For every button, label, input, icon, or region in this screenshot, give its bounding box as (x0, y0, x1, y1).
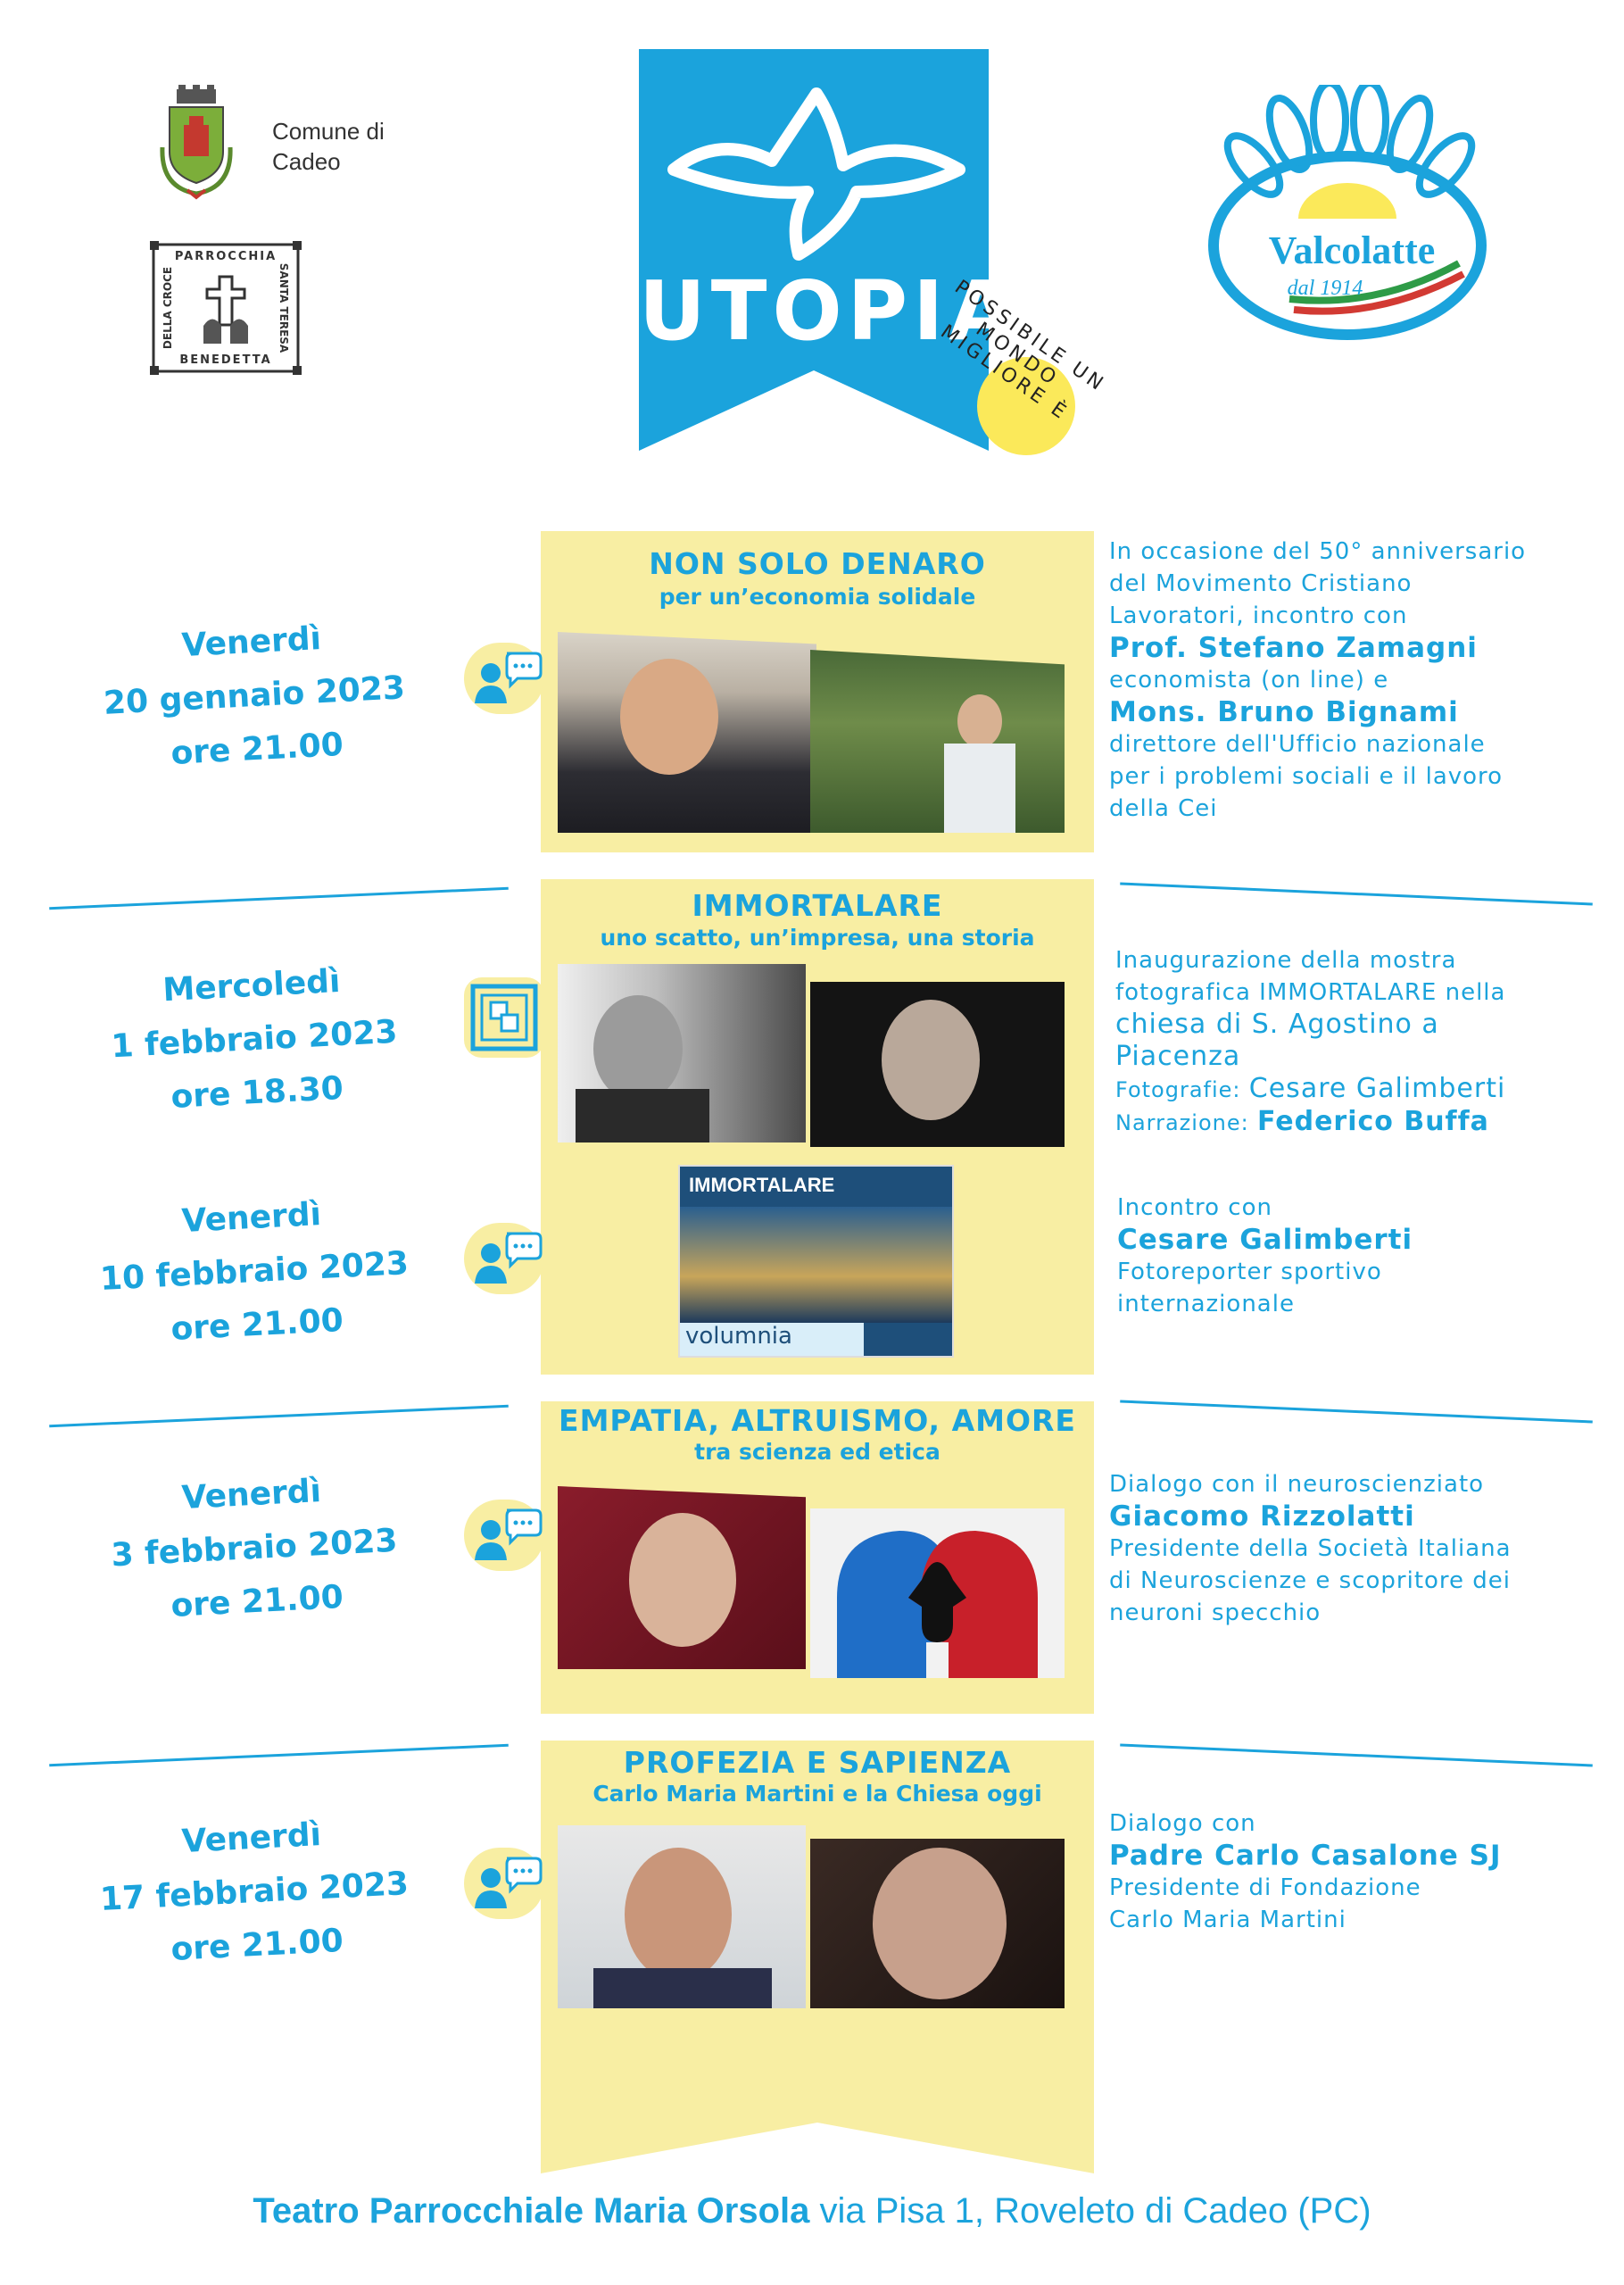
event-3-speaker: Cesare Galimberti (1117, 1224, 1413, 1256)
event-3-role: internazionale (1117, 1291, 1295, 1317)
event-5-subtitle: Carlo Maria Martini e la Chiesa oggi (592, 1781, 1042, 1807)
event-1-speaker-2-role: direttore dell'Ufficio nazionale (1109, 731, 1486, 758)
event-3-intro: Incontro con (1117, 1194, 1272, 1221)
speaker-bubble-icon (464, 1500, 535, 1562)
event-4-role: di Neuroscienze e scopritore dei (1109, 1567, 1512, 1594)
galimberti-photo (558, 964, 806, 1142)
event-5-day: Venerdì (180, 1816, 322, 1861)
event-1-date-text: 20 gennaio 2023 (103, 669, 406, 722)
separator-left-2 (49, 1405, 509, 1427)
event-5-role: Carlo Maria Martini (1109, 1907, 1346, 1933)
event-4-subtitle: tra scienza ed etica (694, 1439, 940, 1465)
event-5-time: ore 21.00 (170, 1922, 344, 1968)
event-2-title: IMMORTALARE (692, 888, 943, 923)
event-1-desc-line: del Movimento Cristiano (1109, 570, 1413, 597)
event-1-desc-line: In occasione del 50° anniversario (1109, 538, 1527, 565)
event-5-speaker: Padre Carlo Casalone SJ (1109, 1840, 1502, 1872)
valcolatte-name: Valcolatte (1268, 228, 1436, 272)
event-2-desc-big: chiesa di S. Agostino a (1115, 1009, 1439, 1040)
event-2-time: ore 18.30 (170, 1069, 344, 1116)
event-3-date (81, 1183, 428, 1361)
comune-crest (152, 85, 241, 201)
book-cover (678, 1165, 954, 1358)
event-1-title: NON SOLO DENARO (649, 546, 986, 581)
event-4-title: EMPATIA, ALTRUISMO, AMORE (559, 1403, 1076, 1438)
event-4-time: ore 21.00 (170, 1578, 344, 1624)
parish-seal-top: PARROCCHIA (174, 250, 278, 263)
event-5-date (81, 1803, 428, 1982)
venue-address: via Pisa 1, Roveleto di Cadeo (PC) (819, 2191, 1371, 2231)
event-3-day: Venerdì (180, 1196, 322, 1241)
event-4-speaker: Giacomo Rizzolatti (1109, 1500, 1415, 1533)
photo-frame-icon (464, 977, 535, 1040)
event-2-photo-credit (1115, 1073, 1615, 1106)
event-2-photo-label: Fotografie: (1115, 1077, 1241, 1102)
event-4-intro: Dialogo con il neuroscienziato (1109, 1471, 1485, 1498)
event-1-day: Venerdì (180, 620, 322, 665)
event-3-time: ore 21.00 (170, 1301, 344, 1348)
event-4-date-text: 3 febbraio 2023 (110, 1522, 399, 1575)
event-1-time: ore 21.00 (170, 726, 344, 772)
event-2-date-text: 1 febbraio 2023 (110, 1013, 399, 1066)
speaker-bubble-icon (464, 643, 535, 705)
event-3-date-text: 10 febbraio 2023 (99, 1244, 410, 1299)
event-2-desc-big: Piacenza (1115, 1041, 1241, 1072)
martini-photo (810, 1839, 1065, 2008)
event-4-date (81, 1459, 428, 1638)
event-1-speaker-1-role: economista (on line) e (1109, 667, 1389, 694)
bignami-photo (810, 650, 1065, 833)
event-4-role: Presidente della Società Italiana (1109, 1535, 1512, 1562)
event-4-desc (1109, 1468, 1609, 1629)
footer-venue (0, 2191, 1624, 2231)
event-2-day: Mercoledì (162, 962, 342, 1010)
event-1-speaker-2: Mons. Bruno Bignami (1109, 696, 1459, 728)
valcolatte-since: dal 1914 (1287, 277, 1363, 300)
event-5-title: PROFEZIA E SAPIENZA (623, 1745, 1012, 1780)
parish-seal (150, 241, 302, 375)
utopia-title: UTOPIA (639, 263, 1018, 359)
event-1-speaker-2-role: della Cei (1109, 795, 1218, 822)
event-5-date-text: 17 febbraio 2023 (99, 1865, 410, 1919)
utopia-tagline: POSSIBILE UN MONDO MIGLIORE È (936, 276, 1110, 426)
event-2-date (81, 951, 428, 1129)
speaker-bubble-icon (464, 1848, 535, 1910)
event-5-role: Presidente di Fondazione (1109, 1874, 1421, 1901)
event-3-role: Fotoreporter sportivo (1117, 1259, 1382, 1285)
dove-icon (665, 85, 968, 263)
separator-left-1 (49, 887, 509, 910)
event-2-subtitle: uno scatto, un’impresa, una storia (600, 925, 1035, 951)
separator-right-1 (1120, 882, 1593, 905)
event-5-desc (1109, 1807, 1609, 1936)
event-1-desc-line: Lavoratori, incontro con (1109, 602, 1408, 629)
event-1-subtitle: per un’economia solidale (659, 584, 976, 610)
book-title: IMMORTALARE (689, 1174, 835, 1196)
rizzolatti-photo (558, 1486, 806, 1669)
comune-label: Comune di Cadeo (272, 118, 385, 175)
book-publisher: volumnia (680, 1323, 864, 1356)
event-1-speaker-1: Prof. Stefano Zamagni (1109, 632, 1478, 664)
event-1-speaker-2-role: per i problemi sociali e il lavoro (1109, 763, 1504, 790)
event-5-intro: Dialogo con (1109, 1810, 1256, 1837)
event-2-narration-label: Narrazione: (1115, 1110, 1249, 1135)
event-3-desc (1117, 1192, 1617, 1320)
zamagni-photo (558, 632, 816, 833)
speaker-bubble-icon (464, 1223, 535, 1285)
event-1-date (81, 607, 428, 785)
separator-right-2 (1120, 1400, 1593, 1423)
event-4-day: Venerdì (180, 1473, 322, 1517)
event-2-desc-line: fotografica IMMORTALARE nella (1115, 979, 1506, 1006)
event-2-desc (1115, 944, 1615, 1139)
separator-right-3 (1120, 1743, 1593, 1766)
parish-seal-right: SANTA TERESA (278, 262, 290, 353)
event-2-photo-name: Cesare Galimberti (1248, 1073, 1506, 1104)
empathy-heads-image (810, 1508, 1065, 1678)
parish-seal-bottom: BENEDETTA (179, 353, 272, 367)
parish-seal-left: DELLA CROCE (162, 266, 174, 350)
band-tail (541, 2004, 1094, 2173)
venue-name: Teatro Parrocchiale Maria Orsola (253, 2191, 810, 2231)
event-2-desc-line: Inaugurazione della mostra (1115, 947, 1457, 974)
buffa-photo (810, 982, 1065, 1147)
event-2-narration-credit (1115, 1106, 1615, 1139)
valcolatte-logo (1200, 85, 1504, 344)
event-1-desc (1109, 536, 1609, 825)
casalone-photo (558, 1825, 806, 2008)
separator-left-3 (49, 1744, 509, 1766)
event-2-narration-name: Federico Buffa (1256, 1106, 1489, 1137)
event-4-role: neuroni specchio (1109, 1600, 1322, 1626)
